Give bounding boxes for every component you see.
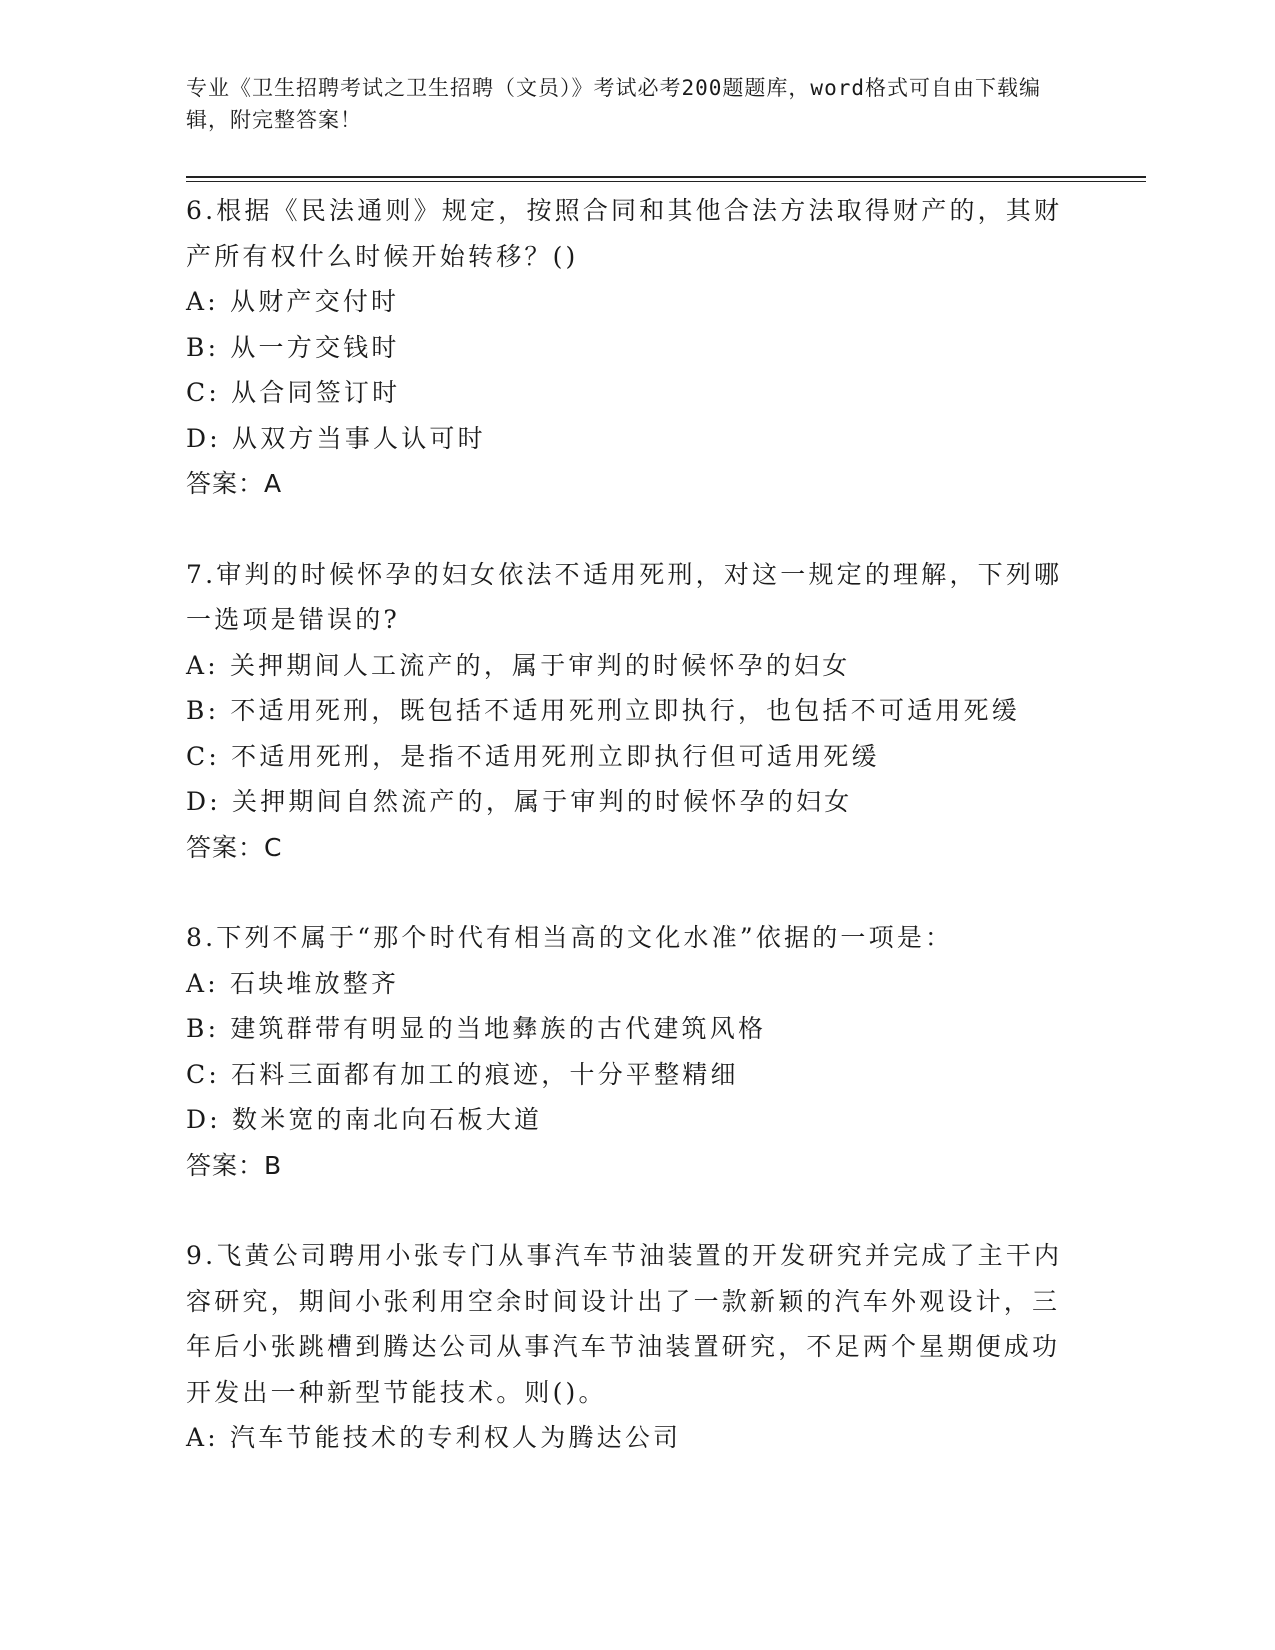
header-rule-thin — [186, 181, 1146, 182]
answer: 答案：B — [186, 1150, 283, 1180]
option-b: B: 建筑群带有明显的当地彝族的古代建筑风格 — [186, 1014, 767, 1043]
option-a: A: 石块堆放整齐 — [186, 968, 400, 998]
option-d: D: 关押期间自然流产的，属于审判的时候怀孕的妇女 — [186, 787, 853, 816]
option-a: A: 汽车节能技术的专利权人为腾达公司 — [186, 1423, 682, 1452]
option-c: C: 石料三面都有加工的痕迹，十分平整精细 — [186, 1059, 739, 1089]
question-8 — [186, 915, 1066, 1188]
option-a: A: 关押期间人工流产的，属于审判的时候怀孕的妇女 — [186, 650, 851, 680]
question-7 — [186, 552, 1066, 871]
question-9 — [186, 1233, 1066, 1461]
question-text: 9.飞黄公司聘用小张专门从事汽车节油装置的开发研究并完成了主干内容研究，期间小张利用空余时间设计出了一款新颖的汽车外观设计，三年后小张跳槽到腾达公司从事汽车节油装置研究，不足两个星期便成功开发出一种新型节能技术。则()。 — [186, 1241, 1063, 1407]
option-d: D: 从双方当事人认可时 — [186, 423, 486, 453]
question-text: 6.根据《民法通则》规定，按照合同和其他合法方法取得财产的，其财产所有权什么时候开始转移？() — [186, 196, 1063, 271]
question-text: 7.审判的时候怀孕的妇女依法不适用死刑，对这一规定的理解，下列哪一选项是错误的? — [186, 559, 1063, 634]
answer: 答案：C — [186, 832, 283, 862]
header-rule-thick — [186, 176, 1146, 178]
document-header: 专业《卫生招聘考试之卫生招聘（文员）》考试必考200题题库，word格式可自由下载编辑，附完整答案！ — [186, 76, 1041, 132]
option-a: A: 从财产交付时 — [186, 287, 400, 316]
question-list — [186, 188, 1066, 1506]
option-d: D: 数米宽的南北向石板大道 — [186, 1105, 543, 1134]
question-6 — [186, 188, 1066, 507]
option-b: B: 从一方交钱时 — [186, 332, 400, 362]
option-c: C: 从合同签订时 — [186, 378, 401, 407]
option-b: B: 不适用死刑，既包括不适用死刑立即执行，也包括不可适用死缓 — [186, 696, 1020, 725]
question-text: 8.下列不属于“那个时代有相当高的文化水准”依据的一项是： — [186, 923, 954, 952]
answer: 答案：A — [186, 469, 283, 498]
option-c: C: 不适用死刑，是指不适用死刑立即执行但可适用死缓 — [186, 741, 880, 771]
